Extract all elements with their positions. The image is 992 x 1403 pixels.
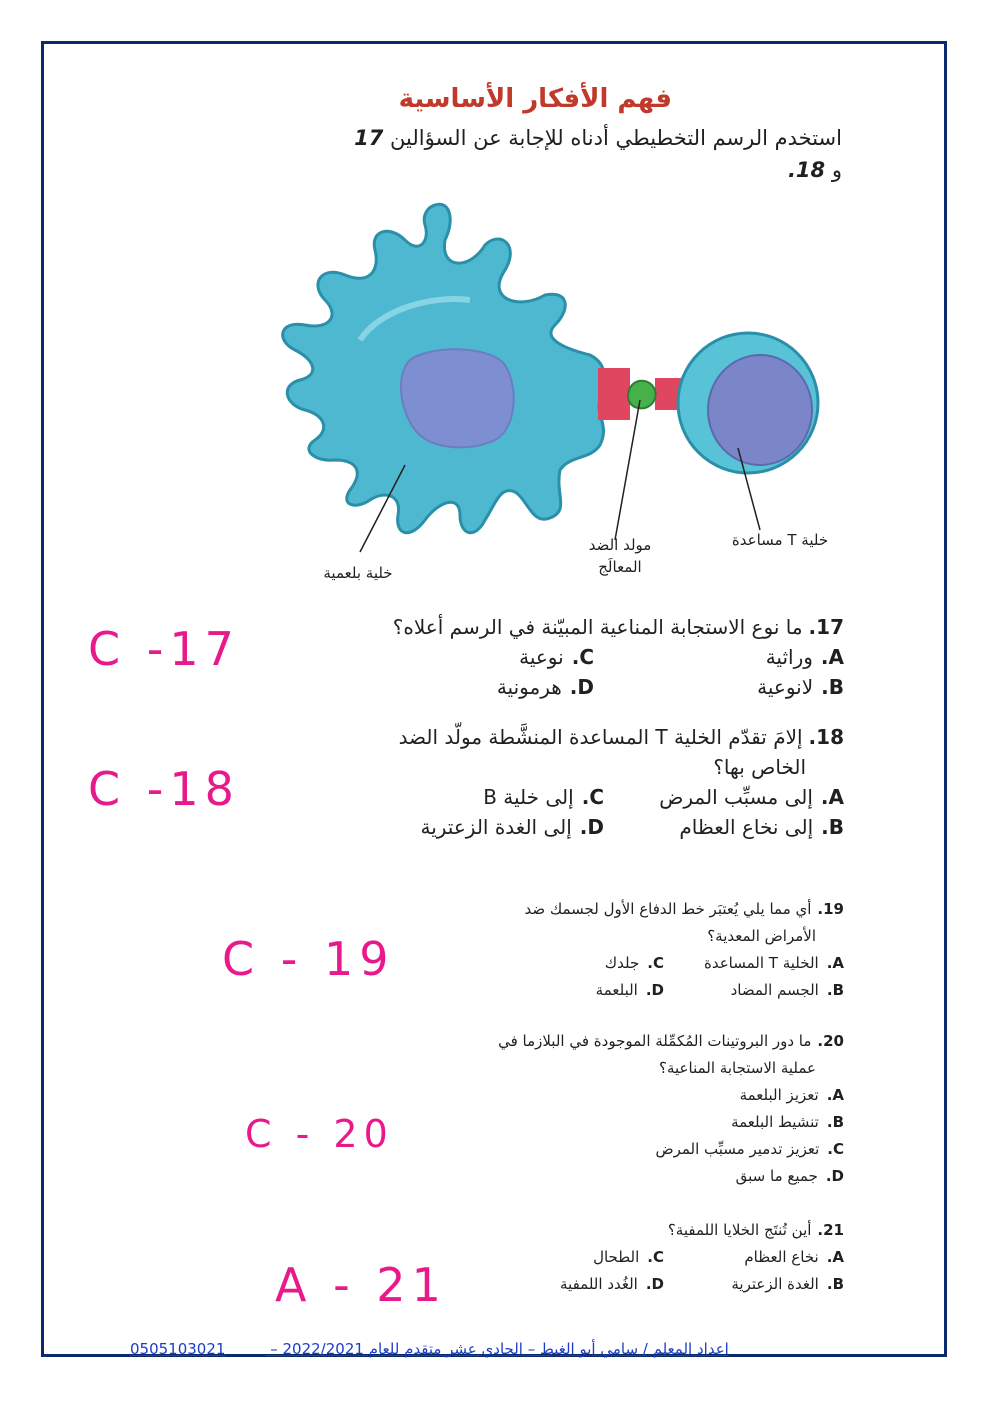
immune-cell-diagram <box>270 200 850 600</box>
q21-option-c[interactable]: C.الطحال <box>593 1248 664 1266</box>
answer-17: C -17 <box>88 622 240 676</box>
pointer-antigen <box>615 400 640 540</box>
q17-text: ما نوع الاستجابة المناعية المبيّنة في الرسم أعلاه؟ <box>392 615 803 639</box>
answer-19: C - 19 <box>222 932 395 986</box>
q19-text-line2: الأمراض المعدية؟ <box>707 927 816 945</box>
intro-num-17: 17 <box>354 126 384 150</box>
label-antigen-line2: المعالَج <box>598 558 642 576</box>
question-20 <box>424 1028 844 1190</box>
q19-text-line1: أي مما يلي يُعتبَر خط الدفاع الأول لجسمك ضد <box>524 900 812 918</box>
answer-18: C -18 <box>88 762 240 816</box>
q21-option-a[interactable]: A.نخاع العظام <box>744 1248 844 1266</box>
question-17 <box>304 612 844 702</box>
q21-option-d[interactable]: D.الغُدد اللمفية <box>560 1275 664 1293</box>
q20-option-c[interactable]: C.تعزيز تدمير مسبِّب المرض <box>655 1140 844 1158</box>
q19-option-c[interactable]: C.جلدك <box>604 954 664 972</box>
q17-option-b[interactable]: B.لانوعية <box>757 675 844 699</box>
phagocyte-nucleus <box>401 349 514 447</box>
q17-option-a[interactable]: A.وراثية <box>765 645 844 669</box>
q20-text-line1: ما دور البروتينات المُكمِّلة الموجودة في البلازما في <box>498 1032 812 1050</box>
question-18 <box>304 722 844 842</box>
t-cell-nucleus <box>708 355 812 465</box>
q20-text-line2: عملية الاستجابة المناعية؟ <box>659 1059 816 1077</box>
q18-text-line2: الخاص بها؟ <box>713 755 806 779</box>
q20-option-a[interactable]: A.تعزيز البلعمة <box>739 1086 844 1104</box>
q19-number: 19. <box>817 900 844 918</box>
label-phagocyte: خلية بلعمية <box>323 564 393 582</box>
question-19 <box>424 896 844 1004</box>
q18-text-line1: إلامَ تقدّم الخلية T المساعدة المنشَّطة مولّد الضد <box>398 725 803 749</box>
intro-sentence: استخدم الرسم التخطيطي أدناه للإجابة عن السؤالين <box>390 126 842 150</box>
q19-option-d[interactable]: D.البلعمة <box>595 981 664 999</box>
question-21 <box>424 1217 844 1298</box>
intro-num-18: 18. <box>787 158 826 182</box>
section-title: فهم الأفكار الأساسية <box>398 84 672 114</box>
q17-option-c[interactable]: C.نوعية <box>519 645 594 669</box>
q17-option-d[interactable]: D.هرمونية <box>496 675 594 699</box>
q18-option-d[interactable]: D.إلى الغدة الزعترية <box>420 815 604 839</box>
q21-number: 21. <box>817 1221 844 1239</box>
footer-text: اعداد المعلم / سامي أبو الغيط – الحادي عشر متقدم للعام 2022/2021 – <box>270 1340 729 1358</box>
q18-option-b[interactable]: B.إلى نخاع العظام <box>679 815 844 839</box>
q19-option-a[interactable]: A.الخلية T المساعدة <box>703 954 844 972</box>
label-antigen-line1: مولد الضد <box>588 536 652 554</box>
q19-option-b[interactable]: B.الجسم المضاد <box>730 981 844 999</box>
label-tcell: خلية T مساعدة <box>731 531 829 549</box>
q20-number: 20. <box>817 1032 844 1050</box>
answer-20: C - 20 <box>245 1112 394 1156</box>
antigen-shape <box>628 381 655 409</box>
q20-option-d[interactable]: D.جميع ما سبق <box>735 1167 844 1185</box>
q21-option-b[interactable]: B.الغدة الزعترية <box>731 1275 844 1293</box>
q18-option-a[interactable]: A.إلى مسبِّب المرض <box>659 785 844 809</box>
q21-text: أين تُنتَج الخلايا اللمفية؟ <box>667 1221 812 1239</box>
q18-option-c[interactable]: C.إلى خلية B <box>483 785 604 809</box>
q18-number: 18. <box>808 725 844 749</box>
receptor-left <box>598 368 630 420</box>
q17-number: 17. <box>808 615 844 639</box>
footer-credit <box>130 1340 820 1358</box>
q20-option-b[interactable]: B.تنشيط البلعمة <box>731 1113 844 1131</box>
footer-phone: 0505103021 <box>130 1340 226 1358</box>
answer-21: A - 21 <box>275 1258 447 1312</box>
intro-and: و <box>831 158 842 182</box>
intro-text <box>302 122 842 186</box>
